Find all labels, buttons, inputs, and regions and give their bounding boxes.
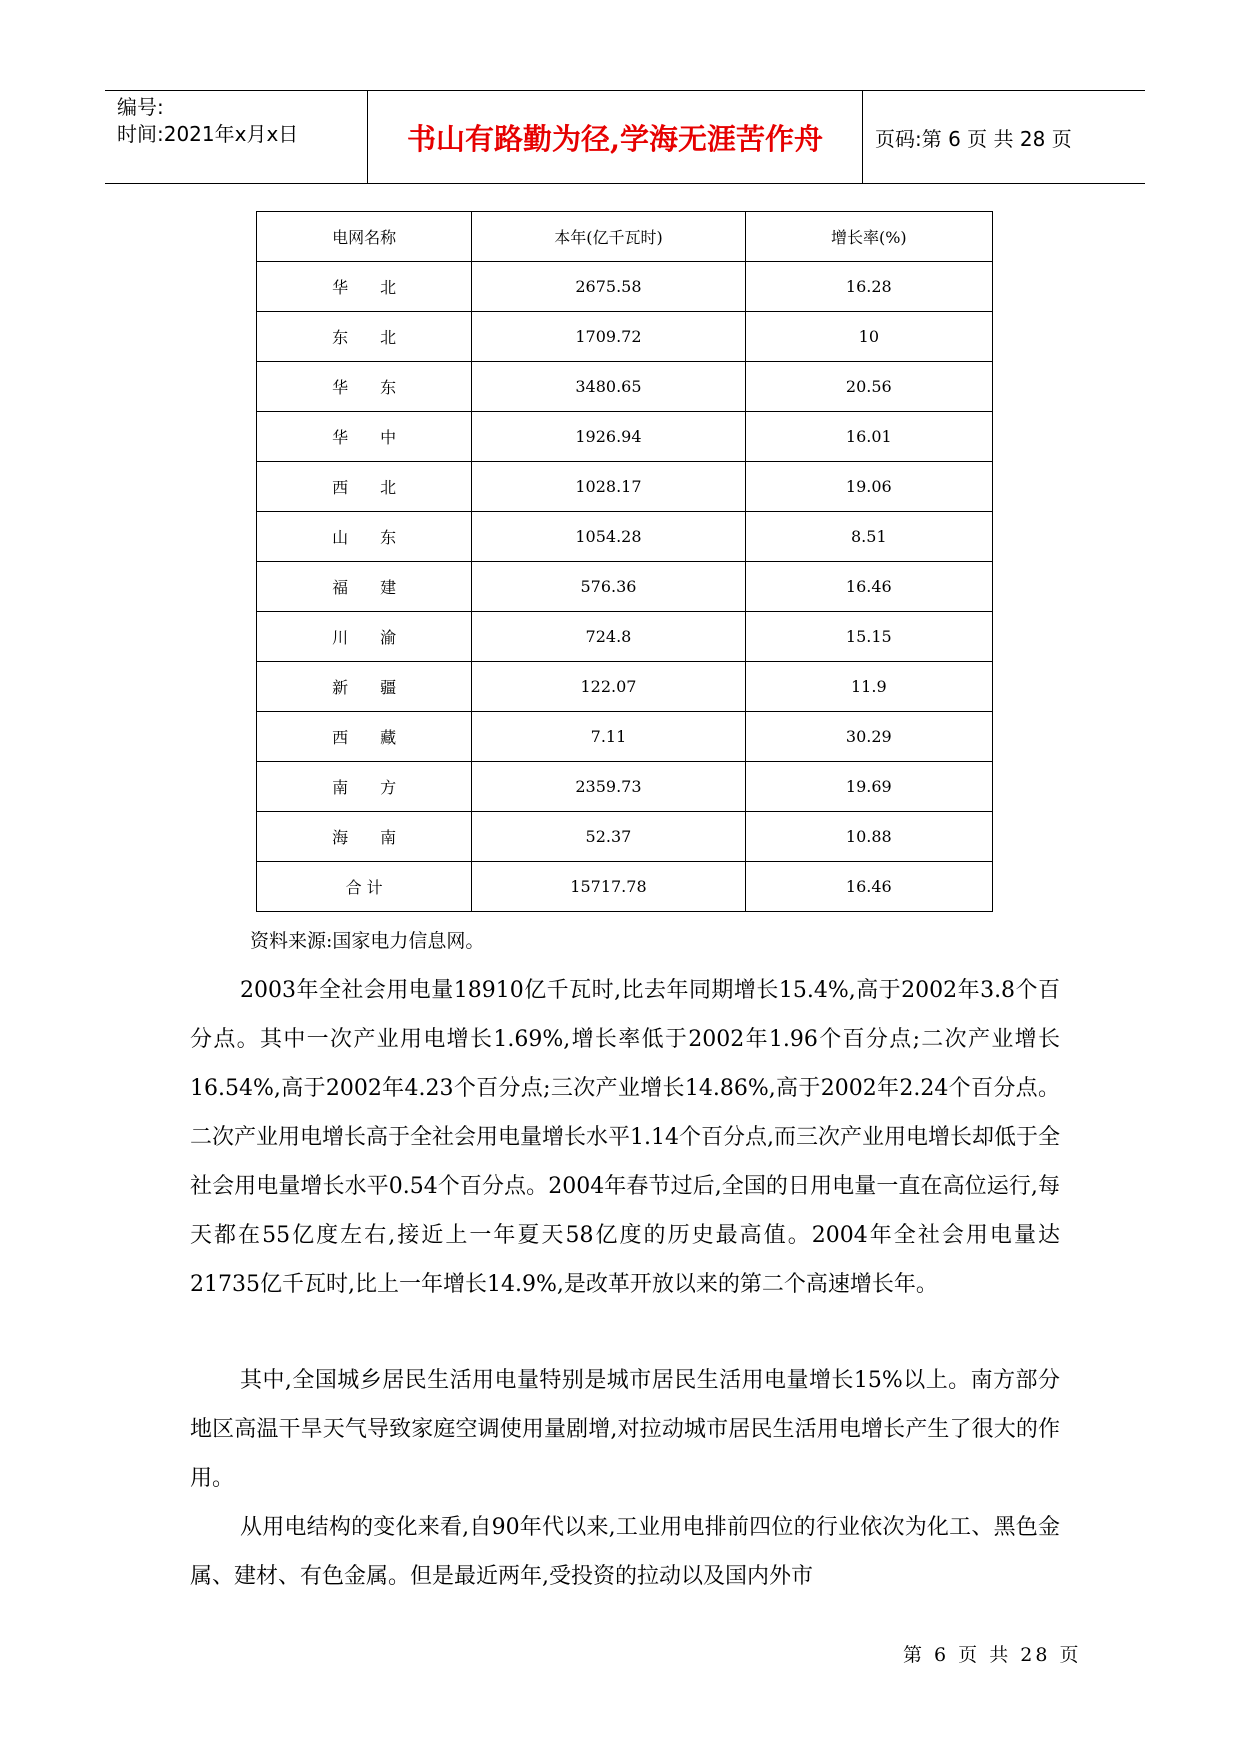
column-header-grid-name: 电网名称 [257,212,472,262]
table-row [257,362,993,412]
cell-grid-name: 华 东 [257,362,472,412]
cell-value: 15717.78 [472,862,745,912]
cell-growth-rate: 10 [745,312,992,362]
cell-value: 7.11 [472,712,745,762]
table-row [257,662,993,712]
header-meta [117,91,367,183]
column-header-value: 本年(亿千瓦时) [472,212,745,262]
cell-grid-name: 华 中 [257,412,472,462]
cell-growth-rate: 16.28 [745,262,992,312]
cell-value: 2675.58 [472,262,745,312]
paragraph-text: 2003年全社会用电量18910亿千瓦时,比去年同期增长15.4%,高于2002年3.8个百分点。其中一次产业用电增长1.69%,增长率低于2002年1.96个百分点;二次产业增长16.54%,高于2002年4.23个百分点;三次产业增长14.86%,高于2002年2.24个百分点。二次产业用电增长高于全社会用电量增长水平1.14个百分点,而三次产业用电增长却低于全社会用电量增长水平0.54个百分点。2004年春节过后,全国的日用电量一直在高位运行,每天都在55亿度左右,接近上一年夏天58亿度的历史最高值。2004年全社会用电量达21735亿千瓦时,比上一年增长14.9%,是改革开放以来的第二个高速增长年。 [190,978,1060,1297]
cell-growth-rate: 30.29 [745,712,992,762]
cell-growth-rate: 16.01 [745,412,992,462]
cell-growth-rate: 11.9 [745,662,992,712]
cell-growth-rate: 16.46 [745,562,992,612]
table-row [257,562,993,612]
table-row [257,862,993,912]
cell-growth-rate: 20.56 [745,362,992,412]
header-divider [862,91,863,183]
table-row [257,412,993,462]
table-row [257,262,993,312]
table-row [257,462,993,512]
page-header [105,90,1145,184]
cell-value: 122.07 [472,662,745,712]
cell-growth-rate: 16.46 [745,862,992,912]
cell-grid-name: 西 藏 [257,712,472,762]
cell-grid-name: 合 计 [257,862,472,912]
cell-value: 576.36 [472,562,745,612]
cell-grid-name: 海 南 [257,812,472,862]
cell-growth-rate: 10.88 [745,812,992,862]
body-paragraph [190,1356,1060,1503]
table-row [257,512,993,562]
table-row [257,312,993,362]
cell-growth-rate: 8.51 [745,512,992,562]
header-divider [367,91,368,183]
paragraph-text: 其中,全国城乡居民生活用电量特别是城市居民生活用电量增长15%以上。南方部分地区高温干旱天气导致家庭空调使用量剧增,对拉动城市居民生活用电增长产生了很大的作用。 [190,1368,1060,1491]
cell-grid-name: 新 疆 [257,662,472,712]
cell-value: 1709.72 [472,312,745,362]
cell-grid-name: 川 渝 [257,612,472,662]
cell-value: 2359.73 [472,762,745,812]
cell-grid-name: 南 方 [257,762,472,812]
cell-value: 3480.65 [472,362,745,412]
cell-growth-rate: 19.69 [745,762,992,812]
cell-grid-name: 华 北 [257,262,472,312]
cell-value: 1926.94 [472,412,745,462]
serial-label: 编号: [117,95,164,119]
date-label: 时间:2021年x月x日 [117,122,299,146]
table-row [257,762,993,812]
table-header-row [257,212,993,262]
cell-value: 52.37 [472,812,745,862]
header-motto: 书山有路勤为径,学海无涯苦作舟 [406,121,824,156]
cell-grid-name: 山 东 [257,512,472,562]
cell-value: 1028.17 [472,462,745,512]
grid-electricity-table [256,211,993,912]
cell-grid-name: 福 建 [257,562,472,612]
cell-value: 1054.28 [472,512,745,562]
column-header-growth-rate: 增长率(%) [745,212,992,262]
body-paragraph [190,1503,1060,1601]
table-row [257,812,993,862]
page-footer: 第 6 页 共 28 页 [903,1644,1082,1666]
header-page-number: 页码:第 6 页 共 28 页 [875,126,1072,151]
table-row [257,612,993,662]
cell-growth-rate: 19.06 [745,462,992,512]
cell-growth-rate: 15.15 [745,612,992,662]
cell-value: 724.8 [472,612,745,662]
body-paragraph [190,966,1060,1309]
table-source-note: 资料来源:国家电力信息网。 [250,930,485,952]
cell-grid-name: 西 北 [257,462,472,512]
table-row [257,712,993,762]
cell-grid-name: 东 北 [257,312,472,362]
paragraph-text: 从用电结构的变化来看,自90年代以来,工业用电排前四位的行业依次为化工、黑色金属、建材、有色金属。但是最近两年,受投资的拉动以及国内外市 [190,1515,1060,1589]
